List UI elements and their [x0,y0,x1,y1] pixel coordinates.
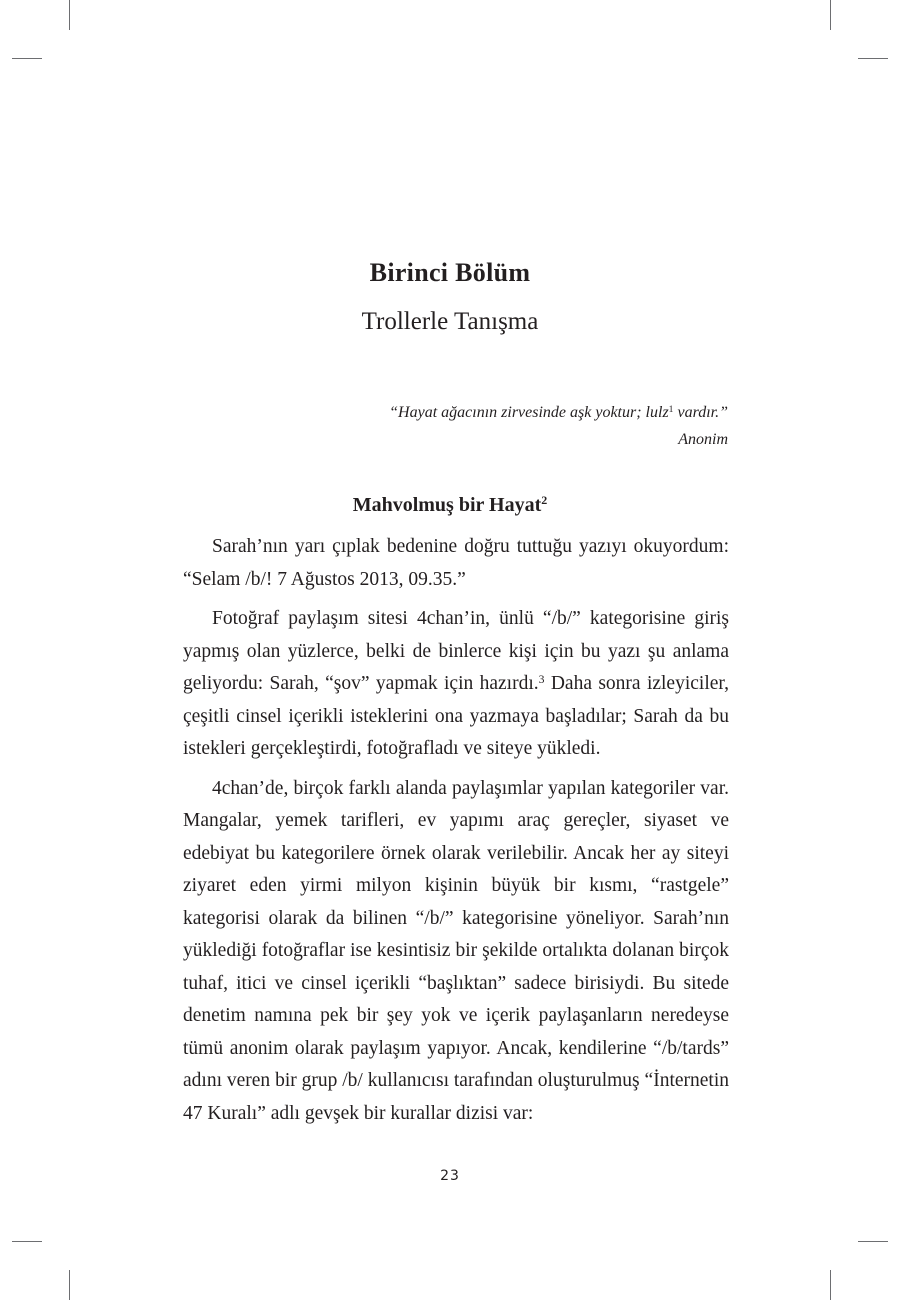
page-number: 23 [440,1168,460,1184]
crop-mark-bottom-left [69,1270,70,1300]
crop-mark-left-bottom [12,1241,42,1242]
crop-mark-right-bottom [858,1241,888,1242]
crop-mark-right-top [858,58,888,59]
paragraph: 4chan’de, birçok farklı alanda paylaşımlar yapılan kategoriler var. Mangalar, yemek tarifleri, ev yapımı araç gereçler, siyaset ve edebiyat bu kategorilere örnek olarak verilebilir. Ancak her ay siteyi ziyaret eden yirmi milyon kişinin büyük bir kısmı, “rastgele” kategorisi olarak da bilinen “/b/” kategorisine yöneliyor. Sarah’nın yüklediği fotoğraflar ise kesintisiz bir şekilde ortalıkta dolanan birçok tuhaf, itici ve cinsel içerikli “başlıktan” sadece birisiydi. Bu sitede denetim namına pek bir şey yok ve içerik paylaşanların neredeyse tümü anonim olarak paylaşım yapıyor. Ancak, kendilerine “/b/tards” adını veren bir grup /b/ kullanıcısı tarafından oluşturulmuş “İnternetin 47 Kuralı” adlı gevşek bir kurallar dizisi var: [183,777,729,1124]
footnote-ref[interactable]: 1 [668,403,674,415]
epigraph [389,399,728,453]
paragraph: Fotoğraf paylaşım sitesi 4chan’in, ünlü “/b/” kategorisine giriş yapmış olan yüzlerce, belki de binlerce kişi için bu yazı şu anlama geliyordu: Sarah, “şov” yapmak için hazırdı.$^3$ Daha sonra izleyiciler, çeşitli cinsel içerikli isteklerini ona yazmaya başladılar; Sarah da bu istekleri gerçekleştirdi, fotoğrafladı ve siteye yükledi. [183,608,729,759]
crop-mark-top-left [69,0,70,30]
crop-mark-top-right [830,0,831,30]
footnote-ref[interactable]: 3 [538,672,545,686]
epigraph-attribution: Anonim [678,431,728,448]
crop-mark-left-top [12,58,42,59]
epigraph-quote: “Hayat ağacının zirvesinde aşk yoktur; lulz$^1$ vardır.” [389,403,728,421]
footnote-ref[interactable]: 2 [541,493,548,508]
chapter-subtitle: Trollerle Tanışma [361,308,539,335]
crop-mark-bottom-right [830,1270,831,1300]
body-text [183,531,729,1137]
section-heading: Mahvolmuş bir Hayat$^2$ [352,493,548,516]
chapter-title: Birinci Bölüm [369,258,531,287]
paragraph: Sarah’nın yarı çıplak bedenine doğru tuttuğu yazıyı okuyordum: “Selam /b/! 7 Ağustos 2013, 09.35.” [183,536,729,590]
